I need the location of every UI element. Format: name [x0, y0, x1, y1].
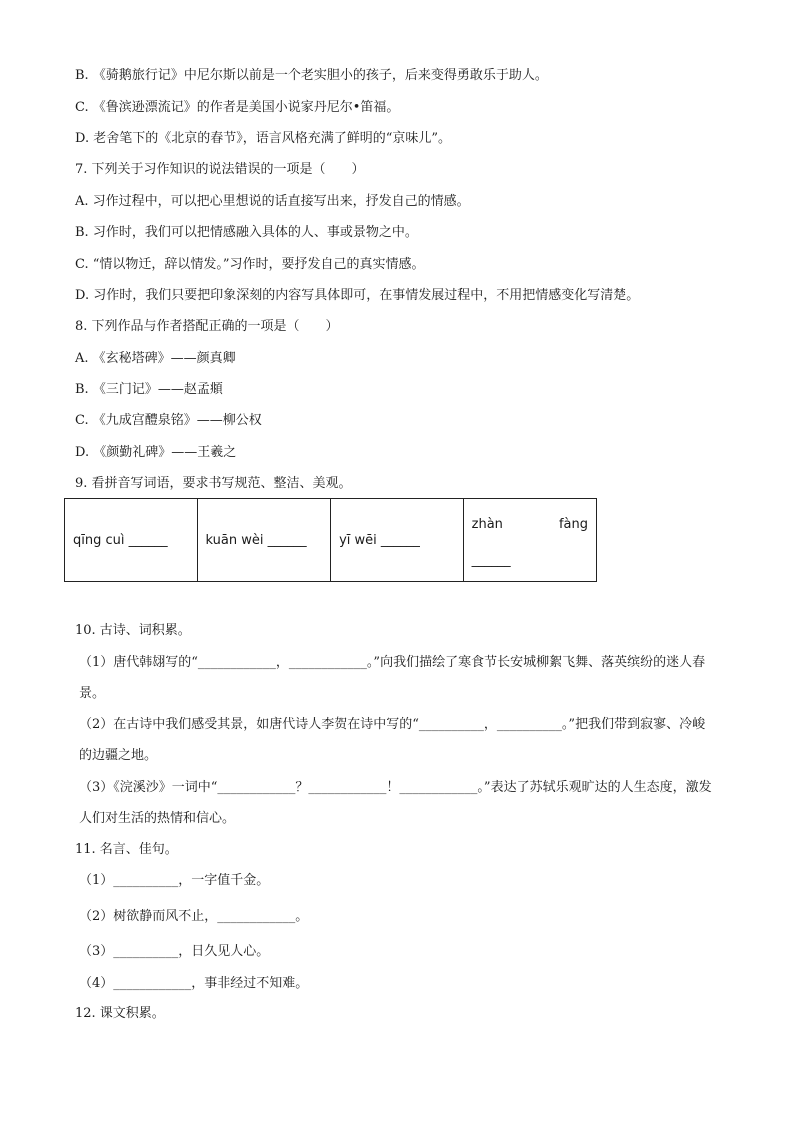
- q10-part-3: （3）《浣溪沙》一词中“____________？____________！____________。”表达了苏轼乐观旷达的人生态度，激发人们对生活的热情和信心。: [79, 780, 712, 826]
- q7-stem: 7. 下列关于习作知识的说法错误的一项是（ ）: [75, 162, 365, 177]
- q7-option-b: B. 习作时，我们可以把情感融入具体的人、事或景物之中。: [75, 225, 418, 240]
- pinyin-cell-4-blank: ______: [471, 553, 511, 568]
- pinyin-cell-4-part2: fàng: [558, 517, 588, 532]
- q11-part-3: （3）__________，日久见人心。: [79, 944, 270, 959]
- q7-option-a: A. 习作过程中，可以把心里想说的话直接写出来，抒发自己的情感。: [75, 194, 470, 209]
- q8-option-a: A. 《玄秘塔碑》——颜真卿: [75, 351, 236, 366]
- q8-option-b: B. 《三门记》——赵孟頫: [75, 382, 223, 397]
- q8-option-c: C. 《九成宫醴泉铭》——柳公权: [75, 413, 262, 428]
- pinyin-cell-3[interactable]: yī wēi ______: [331, 499, 464, 582]
- q11-stem: 11. 名言、佳句。: [75, 842, 178, 857]
- pinyin-cell-2[interactable]: kuān wèi ______: [197, 499, 331, 582]
- pinyin-cell-4[interactable]: [463, 499, 596, 582]
- q6-option-d: D. 老舍笔下的《北京的春节》，语言风格充满了鲜明的“京味儿”。: [75, 131, 452, 146]
- q11-part-4: （4）____________，事非经过不知难。: [79, 976, 309, 991]
- q11-part-2: （2）树欲静而风不止，____________。: [79, 909, 309, 924]
- pinyin-table: [64, 498, 597, 582]
- q6-option-c: C. 《鲁滨逊漂流记》的作者是美国小说家丹尼尔•笛福。: [75, 100, 400, 115]
- q6-option-b: B. 《骑鹅旅行记》中尼尔斯以前是一个老实胆小的孩子，后来变得勇敢乐于助人。: [75, 68, 548, 83]
- pinyin-cell-4-part1: zhàn: [471, 517, 503, 532]
- q10-part-2: （2）在古诗中我们感受其景，如唐代诗人李贺在诗中写的“__________，__________。”把我们带到寂寥、冷峻的边疆之地。: [79, 717, 706, 763]
- q7-option-c: C. “情以物迁，辞以情发。”习作时，要抒发自己的真实情感。: [75, 257, 425, 272]
- q12-stem: 12. 课文积累。: [75, 1006, 165, 1021]
- q7-option-d: D. 习作时，我们只要把印象深刻的内容写具体即可，在事情发展过程中，不用把情感变化写清楚。: [75, 288, 640, 303]
- pinyin-cell-1[interactable]: qīng cuì ______: [65, 499, 198, 582]
- q11-part-1: （1）__________，一字值千金。: [79, 873, 270, 888]
- q8-option-d: D. 《颜勤礼碑》——王羲之: [75, 445, 237, 460]
- q10-stem: 10. 古诗、词积累。: [75, 623, 191, 638]
- q10-part-1: （1）唐代韩翃写的“____________，____________。”向我们描绘了寒食节长安城柳絮飞舞、落英缤纷的迷人春景。: [79, 655, 706, 701]
- q9-stem: 9. 看拼音写词语，要求书写规范、整洁、美观。: [75, 476, 352, 491]
- q8-stem: 8. 下列作品与作者搭配正确的一项是（ ）: [75, 319, 339, 334]
